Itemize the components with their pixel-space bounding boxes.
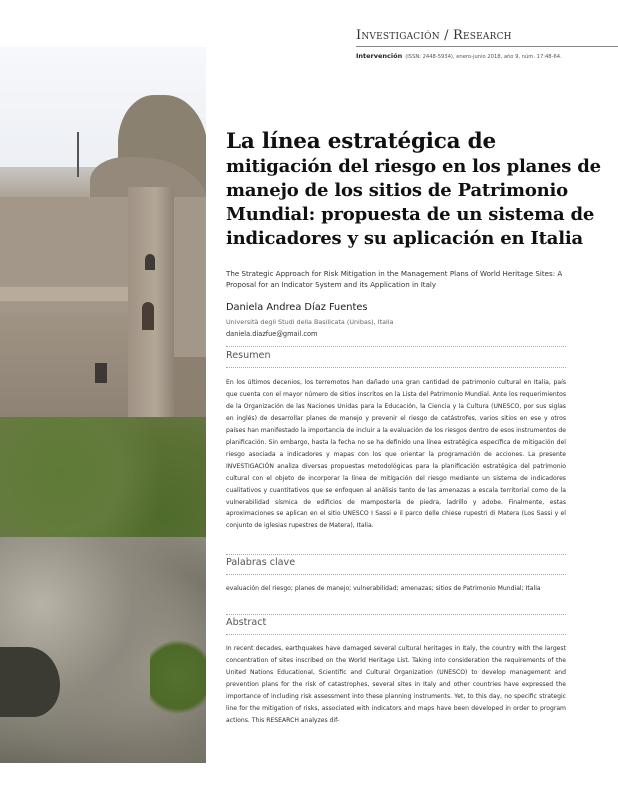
- abstract-text: In recent decades, earthquakes have damaged several cultural heritages in Italy, the country with the largest concentration of sites inscribed on the World Heritage List. Taking into consideration the requirements of the United Nations Educational, Scientific and Cultural Organization (UNESCO) to develop management and prevention plans for the risk of catastrophes, several sites in Italy and other countries have expressed the importance of including risk assessment into these planning instruments. Yet, to this day, no specific strategic line for the mitigation of risks, associated with indicators and maps have been developed in order to program actions. This RESEARCH analyzes dif-: [226, 645, 566, 724]
- article-title: [226, 130, 606, 251]
- title-rest: mitigación del riesgo en los planes de manejo de los sitios de Patrimonio Mundial: propuesta de un sistema de indicadores y su aplicación en Italia: [226, 156, 601, 249]
- journal-brand: Intervención: [356, 52, 403, 60]
- photo-antenna: [77, 132, 79, 177]
- abstract-divider-bottom: [226, 634, 566, 635]
- author-email[interactable]: daniela.diazfue@gmail.com: [226, 330, 318, 338]
- header-rule: [356, 46, 618, 47]
- resumen-heading: Resumen: [226, 350, 271, 361]
- photo-shrub: [150, 632, 206, 722]
- photo-vegetation: [0, 417, 206, 557]
- keywords-heading: Palabras clave: [226, 557, 296, 568]
- abstract-heading: Abstract: [226, 617, 267, 628]
- keywords-divider: [226, 554, 566, 555]
- journal-citation: [356, 52, 618, 60]
- author-name: Daniela Andrea Díaz Fuentes: [226, 302, 368, 313]
- photo-roof: [0, 287, 130, 301]
- photo-tower-arch: [142, 302, 154, 330]
- article-subtitle-english: The Strategic Approach for Risk Mitigation in the Management Plans of World Heritage Sites: A Proposal for an Indicator System and its Application in Italy: [226, 269, 563, 290]
- photo-houses: [0, 312, 128, 422]
- abstract-divider: [226, 614, 566, 615]
- resumen-divider: [226, 346, 566, 347]
- section-heading: [356, 28, 512, 43]
- journal-info: (ISSN: 2448-5934), enero-junio 2018, año 9, núm. 17:48-64.: [405, 54, 562, 60]
- author-affiliation: Università degli Studi della Basilicata (Unibas), Italia: [226, 318, 394, 326]
- keywords-divider-bottom: [226, 574, 566, 575]
- title-line-first: La línea estratégica de: [226, 129, 496, 154]
- photo-door: [95, 363, 107, 383]
- keywords-text: evaluación del riesgo; planes de manejo; vulnerabilidad; amenazas; sitios de Patrimonio Mundial; Italia: [226, 585, 541, 592]
- resumen-divider-bottom: [226, 367, 566, 368]
- photo-tower-window: [145, 254, 155, 270]
- cover-photo-matera: [0, 47, 206, 763]
- section-label: Investigación / Research: [356, 28, 512, 43]
- resumen-text: En los últimos decenios, los terremotos han dañado una gran cantidad de patrimonio cultural en Italia, país que cuenta con el mayor número de sitios inscritos en la Lista del Patrimonio Mundial. Ante los requerimientos de la Organización de las Naciones Unidas para la Educación, la Ciencia y la Cultura (UNESCO, por sus siglas en inglés) de desarrollar planes de manejo y prevenir el riesgo de catástrofes, varios sitios en ese y otros países han manifestado la importancia de incluir a la evaluación de los riesgos dentro de esos instrumentos de planificación. Sin embargo, hasta la fecha no se ha definido una línea estratégica específica de mitigación del riesgo asociada a indicadores y mapas con los que orientar la programación de acciones. La presente INVESTIGACIÓN analiza diversas propuestas metodológicas para la planificación estratégica del patrimonio cultural con el objeto de incorporar la línea de mitigación del riesgo mediante un sistema de indicadores cualitativos y cuantitativos que se enfoquen al análisis tanto de las amenazas a escala territorial como de la vulnerabilidad sísmica de edificios de mampostería de piedra, ladrillo y adobe. Finalmente, estas aproximaciones se aplican en el sitio UNESCO I Sassi e il parco delle chiese rupestri di Matera (Los Sassi y el conjunto de iglesias rupestres de Matera), Italia.: [226, 379, 566, 530]
